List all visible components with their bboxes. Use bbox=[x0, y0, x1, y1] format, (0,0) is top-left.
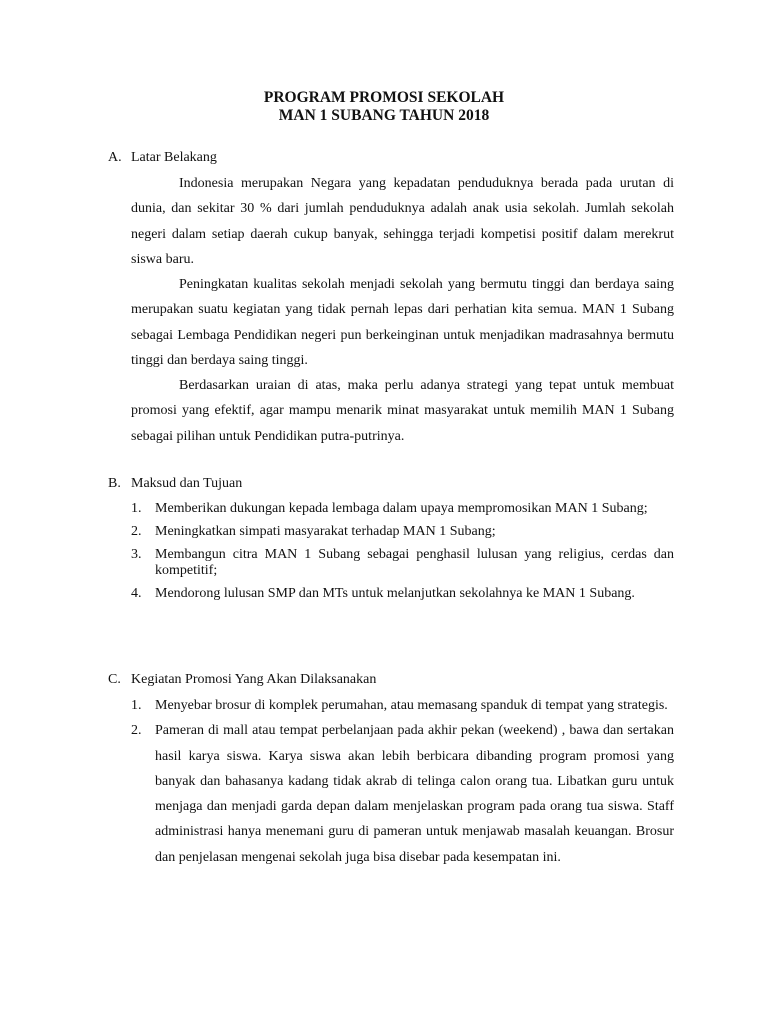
list-item-number: 1. bbox=[131, 698, 142, 713]
list-item-text: Membangun citra MAN 1 Subang sebagai penghasil lulusan yang religius, cerdas dan kompetitif; bbox=[155, 547, 674, 578]
list-item-text: Meningkatkan simpati masyarakat terhadap MAN 1 Subang; bbox=[155, 524, 496, 539]
list-item-number: 2. bbox=[131, 524, 142, 539]
section-b-list bbox=[131, 501, 674, 609]
section-b-title: Maksud dan Tujuan bbox=[131, 476, 243, 491]
list-item-text: Memberikan dukungan kepada lembaga dalam upaya mempromosikan MAN 1 Subang; bbox=[155, 501, 648, 516]
list-item bbox=[131, 501, 674, 517]
list-item bbox=[131, 718, 674, 870]
section-b-heading bbox=[108, 476, 242, 492]
list-item-number: 4. bbox=[131, 586, 142, 601]
document-title bbox=[0, 89, 768, 125]
section-a-paragraph-2: Peningkatan kualitas sekolah menjadi sekolah yang bermutu tinggi dan berdaya saing merupakan suatu kegiatan yang tidak pernah lepas dari perhatian kita semua. MAN 1 Subang sebagai Lembaga Pendidikan negeri pun berkeinginan untuk menjadikan madrasahnya bermutu tinggi dan berdaya saing tinggi. bbox=[131, 277, 674, 368]
section-c-list bbox=[131, 693, 674, 870]
section-a-heading bbox=[108, 150, 217, 166]
section-a-paragraph-3: Berdasarkan uraian di atas, maka perlu adanya strategi yang tepat untuk membuat promosi yang efektif, agar mampu menarik minat masyarakat untuk memilih MAN 1 Subang sebagai pilihan untuk Pendidikan putra-putrinya. bbox=[131, 378, 674, 444]
list-item bbox=[131, 693, 674, 718]
section-c-title: Kegiatan Promosi Yang Akan Dilaksanakan bbox=[131, 672, 377, 687]
list-item-text: Menyebar brosur di komplek perumahan, atau memasang spanduk di tempat yang strategis. bbox=[155, 698, 668, 713]
list-item bbox=[131, 586, 674, 602]
section-a-paragraph-1: Indonesia merupakan Negara yang kepadatan penduduknya berada pada urutan di dunia, dan sekitar 30 % dari jumlah penduduknya adalah anak usia sekolah. Jumlah sekolah negeri dalam setiap daerah cukup banyak, sehingga terjadi kompetisi positif dalam merekrut siswa baru. bbox=[131, 176, 674, 267]
section-c-letter: C. bbox=[108, 672, 121, 687]
section-a-letter: A. bbox=[108, 150, 122, 165]
list-item-text: Pameran di mall atau tempat perbelanjaan pada akhir pekan (weekend) , bawa dan sertakan hasil karya siswa. Karya siswa akan lebih berbicara dibanding program promosi yang banyak dan bahasanya kadang tidak akrab di telinga calon orang tua. Libatkan guru untuk menjaga dan menjadi garda depan dalam menjelaskan program pada orang tua siswa. Staff administrasi hanya menemani guru di pameran untuk menjawab masalah keuangan. Brosur dan penjelasan mengenai sekolah juga bisa disebar pada kesempatan ini. bbox=[155, 723, 674, 865]
title-line-2: MAN 1 SUBANG TAHUN 2018 bbox=[278, 107, 490, 124]
list-item-text: Mendorong lulusan SMP dan MTs untuk melanjutkan sekolahnya ke MAN 1 Subang. bbox=[155, 586, 635, 601]
list-item bbox=[131, 524, 674, 540]
list-item-number: 3. bbox=[131, 547, 142, 562]
section-b-letter: B. bbox=[108, 476, 121, 491]
list-item-number: 1. bbox=[131, 501, 142, 516]
list-item-number: 2. bbox=[131, 723, 142, 739]
list-item bbox=[131, 547, 674, 579]
title-line-1: PROGRAM PROMOSI SEKOLAH bbox=[263, 89, 505, 106]
section-a-title: Latar Belakang bbox=[131, 150, 217, 165]
section-c-heading bbox=[108, 672, 376, 688]
